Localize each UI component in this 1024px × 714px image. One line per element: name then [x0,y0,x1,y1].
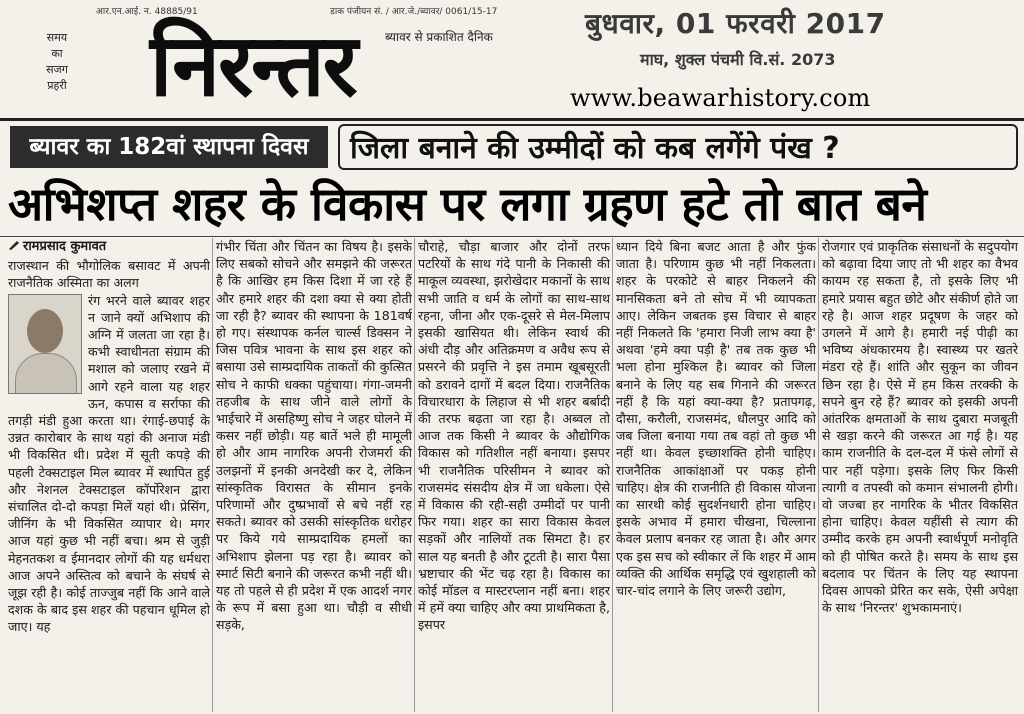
column-text: राजस्थान की भौगोलिक बसावट में अपनी राजनैतिक अस्मिता का अलग [8,258,210,291]
tagline: ब्यावर से प्रकाशित दैनिक [385,30,493,44]
column-divider [818,238,819,712]
column-divider [612,238,613,712]
headline-divider [0,236,1024,237]
website-watermark: www.beawarhistory.com [570,84,871,112]
masthead [0,0,1024,120]
column-divider [414,238,415,712]
hindi-calendar-date: माघ, शुक्ल पंचमी वि.सं. 2073 [640,50,836,69]
column-text: ध्यान दिये बिना बजट आता है और फुंक जाता है। परिणाम कुछ भी नहीं निकलता। शहर के परकोटे से बाहर निकलने की मानसिकता बने तो सोच में भी व्यापकता आए। लेकिन जबतक इस विचार से बाहर नहीं निकलते कि 'हमारा निजी लाभ क्या है' अथवा 'हमे क्या पड़ी है' तब तक कुछ भी भला होना मुश्किल है। ब्यावर को जिला बनाने के लिए यह सब गिनाने की जरूरत नहीं है कि यहां क्या-क्या है? प्रतापगढ़, दौसा, करौली, राजसमंद, धौलपुर आदि को जब जिला बनाया गया तब वहां तो कुछ भी नहीं था। केवल इच्छाशक्ति होनी चाहिए। राजनैतिक आकांक्षाओं पर पकड़ होनी चाहिए। क्षेत्र की राजनीति ही विकास योजना का सारथी कोई सुदर्शनधारी होना चाहिए। इसके अभाव में हमारा चीखना, चिल्लाना केवल प्रलाप बनकर रह जाता है। और अगर एक इस सच को स्वीकार लें कि शहर में आम व्यक्ति की आर्थिक समृद्धि एवं खुशहाली को चार-चांद लगाने के लिए जरूरी उद्योग, [616,239,816,599]
kicker-label: ब्यावर का 182वां स्थापना दिवस [10,126,328,168]
article-column-1 [8,238,210,712]
author-name: रामप्रसाद कुमावत [23,239,107,254]
article-column-2 [216,238,412,712]
column-text: रंग भरने वाले ब्यावर शहर न जाने क्यों अभिशाप की अग्नि में जलता जा रहा है। कभी स्वाधीनता संग्राम की मशाल को जलाए रखने में आगे रहने वाला यह शहर ऊन, कपास व सर्राफा की तगड़ी मंडी हुआ करता था। रंगाई-छपाई के उन्नत कारोबार के साथ यहां की अनाज मंडी भी विकसित थी। प्रदेश में सूती कपड़े की पहली टेक्सटाइल मिल ब्यावर में स्थापित हुई और नेशनल टेक्सटाइल कॉर्पोरेशन द्वारा संचालित दो-दो कपड़ा मिलें यहां थी। प्रेसिंग, जीनिंग के भी विकसित व्यापार थे। मगर आज यहां कुछ भी नहीं बचा। श्रम से जुड़ी मेहनतकश व ईमानदार लोगों की यह धर्मधरा आज अपने अस्तित्व को बचाने के संघर्ष से जूझ रही है। कोई ताज्जुब नहीं कि आने वाले दशक के बाद इस शहर की पहचान धूमिल हो जाए। यह [8,292,210,635]
motto-line: समय [46,31,68,44]
pen-icon [8,240,20,250]
author-photo [8,294,82,394]
motto-line: का [51,47,63,60]
article-column-4 [616,238,816,712]
byline [8,238,210,255]
column-text: चौराहे, चौड़ा बाजार और दोनों तरफ पटरियों के साथ गंदे पानी के निकासी की माकूल व्यवस्था, झरोखेदार मकानों के साथ सभी जाति व धर्म के लोगों का साथ-साथ रहना, जीना और एक-दूसरे से मेल-मिलाप इसकी खासियत थी। लेकिन स्वार्थ की अंधी दौड़ और अतिक्रमण व अवैध रूप से प्रसरने की प्रवृत्ति ने इस तमाम खूबसूरती को डरावने दागों में बदल दिया। राजनैतिक विचारधारा के लिहाज से भी शहर बर्बादी की तरफ बढ़ता जा रहा है। अब्वल तो आज तक किसी ने ब्यावर के औद्योगिक विकास को गतिशील नहीं बनाया। इसपर भी राजनैतिक परिसीमन ने ब्यावर को राजसमंद संसदीय क्षेत्र में जा धकेला। ऐसे में विकास की रही-सही उम्मीदों पर पानी फिर गया। शहर का सारा विकास केवल सड़कों और नालियों तक सिमटा है। हर साल यह बनती है और टूटती है। सारा पैसा भ्रष्टाचार की भेंट चढ़ रहा है। विकास का कोई मॉडल व मास्टरप्लान नहीं बना। शहर में हमें क्या चाहिए और क्या प्राथमिकता है, इसपर [418,239,610,633]
masthead-divider [0,118,1024,121]
column-text: गंभीर चिंता और चिंतन का विषय है। इसके लिए सबको सोचने और समझने की जरूरत है कि आखिर हम किस दिशा में जा रहे हैं और हमारे शहर की दशा क्या से क्या होती जा रही है? ब्यावर की स्थापना के 181वर्ष हो गए। संस्थापक कर्नल चार्ल्स डिक्सन ने जिस पवित्र भावना के साथ इस शहर को बसाया उसे साम्प्रदायिक ताकतों की कुत्सित सोच ने काफी धक्का पहुंचाया। गंगा-जमनी तहजीब के साथ जीने वाले लोगों के भाईचारे में असहिष्णु सोच ने जहर घोलने में कसर नहीं छोड़ी। यह बातें भले ही मामूली हो और आम नागरिक अपनी रोजमर्रा की उलझनों में इनकी अनदेखी कर दे, लेकिन सांस्कृतिक विरासत के सीमान इनके परिणामों और दुष्प्रभावों से बचे नहीं रह सकते। ब्यावर को उसकी सांस्कृतिक धरोहर पर किये गये साम्प्रदायिक हमलों का अभिशाप झेलना पड़ रहा है। ब्यावर को स्मार्ट सिटी बनाने की जरूरत कभी नहीं थी। यह तो पहले से ही प्रदेश में एक आदर्श नगर के रूप में बसा हुआ था। चौड़ी व सीधी सड़के, [216,239,412,633]
postal-registration: डाक पंजीयन सं. / आर.जे./ब्यावर/ 0061/15-17 [330,7,498,17]
article-column-3 [418,238,610,712]
registration-number: आर.एन.आई. न. 48885/91 [96,7,198,17]
motto-line: प्रहरी [47,79,67,92]
article-subhead: जिला बनाने की उम्मीदों को कब लगेंगे पंख ? [338,124,1018,170]
motto-line: सजग [46,63,68,76]
article-headline: अभिशप्त शहर के विकास पर लगा ग्रहण हटे तो बात बने [8,177,927,231]
issue-date: बुधवार, 01 फरवरी 2017 [585,7,886,40]
article-column-5 [822,238,1018,712]
motto [28,30,86,104]
newspaper-logo: निरन्तर [150,16,356,116]
column-divider [212,238,213,712]
column-text: रोजगार एवं प्राकृतिक संसाधनों के सदुपयोग को बढ़ावा दिया जाए तो भी शहर का वैभव कायम रह सकता है, तो इसके लिए भी हमारे प्रयास बहुत छोटे और संकीर्ण होते जा रहे है। आज शहर प्रदूषण के जहर को उगलने में आगे है। हमारी नई पीढ़ी का भविष्य अंधकारमय है। स्वास्थ्य पर खतरे मंडरा रहे हैं। शांति और सुकून का जीवन छिन रहा है। ऐसे में हम किस तरक्की के सपने बुन रहे हैं? ब्यावर को इसकी अपनी आंतरिक क्षमताओं के साथ दुबारा मजबूती से खड़ा करने की जरूरत आ गई है। यह काम राजनीति के दल-दल में फंसे लोगों से पार नहीं पड़ेगा। इसके लिए फिर किसी त्यागी व तपस्वी को कमान संभालनी होगी। वो जज्बा हर नागरिक के भीतर विकसित होना चाहिए। केवल यहींसी से त्याग की उम्मीद करके हम अपनी स्वार्थपूर्ण मनोवृति को ही पोषित करते है। समय के साथ इस बदलाव पर चिंतन के लिए यह स्थापना दिवस आपको प्रेरित कर सके, ऐसी अपेक्षा के साथ 'निरन्तर' शुभकामनाएं। [822,239,1018,616]
